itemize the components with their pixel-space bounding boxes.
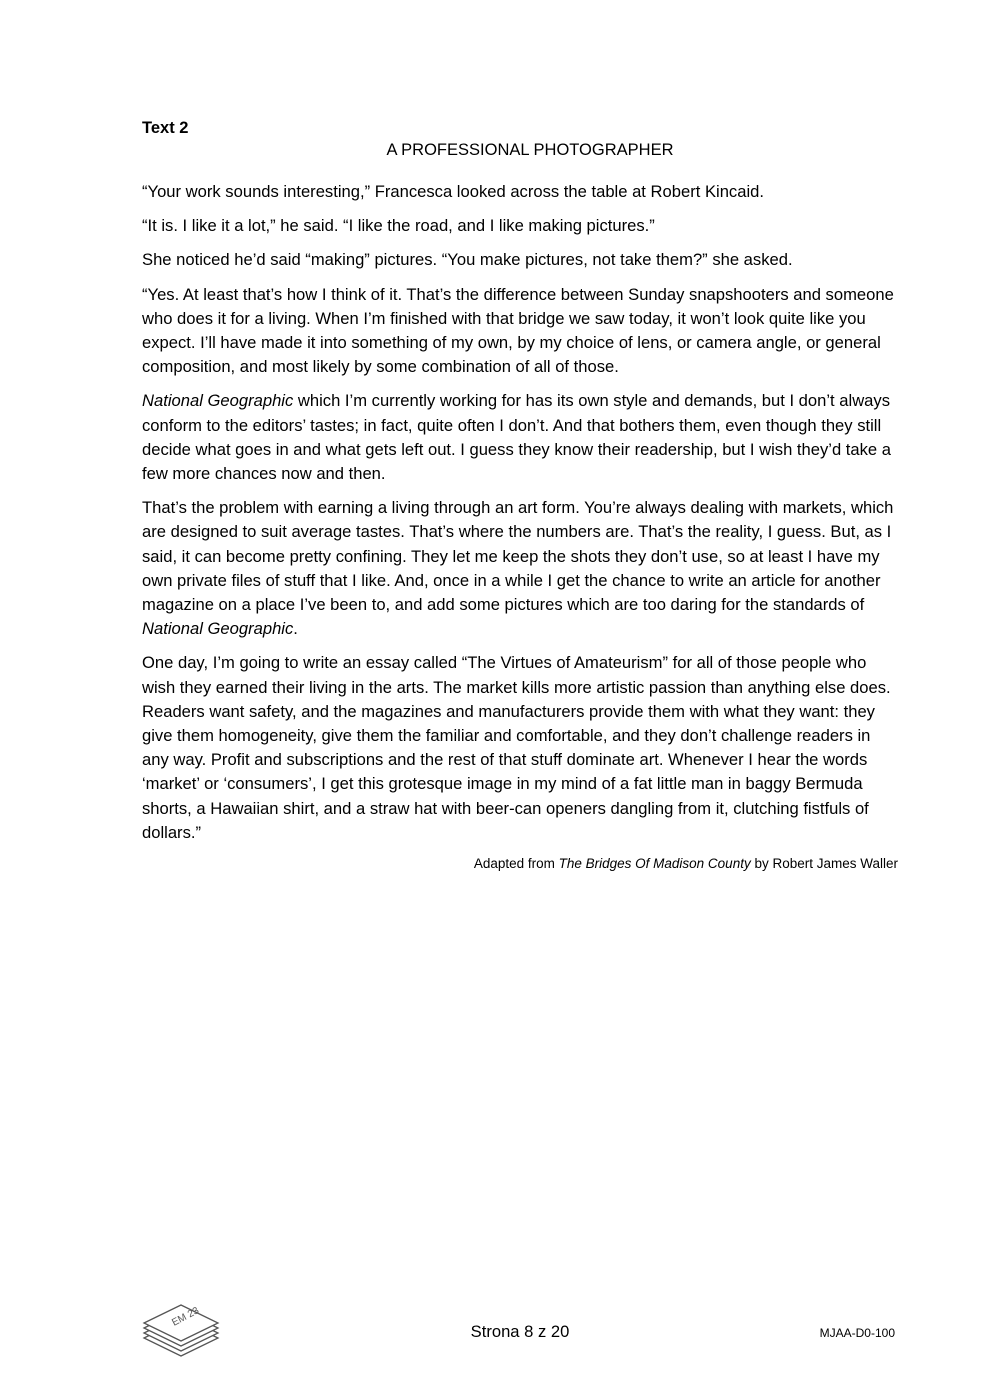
svg-text:EM 23: EM 23 — [170, 1305, 201, 1329]
paragraph-text: “Yes. At least that’s how I think of it. That’s the difference between Sunday snapshooters and someone who does it for a living. When I’m finished with that bridge we saw today, it won’t look quite like you expect. I’ll have made it into something of my own, by my choice of lens, or camera angle, or general composition, and most likely by some combination of all of those. — [142, 284, 894, 377]
magazine-title: National Geographic — [142, 619, 294, 639]
book-title: The Bridges Of Madison County — [558, 856, 751, 872]
paragraph-4 — [142, 283, 898, 380]
paragraph-text: One day, I’m going to write an essay called “The Virtues of Amateurism” for all of those people who wish they earned their living in the arts. The market kills more artistic passion than anything else does. Readers want safety, and the magazines and manufacturers provide them with what they want: they give them homogeneity, give them the familiar and comfortable, and they don’t challenge readers in any way. Profit and subscriptions and the rest of that stuff dominate art. Whenever I hear the words ‘market’ or ‘consumers’, I get this grotesque image in my mind of a fat little man in baggy Bermuda shorts, a Hawaiian shirt, and a straw hat with beer-can openers dangling from it, clutching fistfuls of dollars.” — [142, 653, 891, 842]
paragraph-5 — [142, 389, 898, 486]
paragraph-text: “Your work sounds interesting,” Francesca looked across the table at Robert Kincaid. — [142, 182, 764, 201]
paragraph-text: She noticed he’d said “making” pictures. “You make pictures, not take them?” she asked. — [142, 250, 793, 270]
paragraph-1 — [142, 180, 898, 204]
source-prefix: Adapted from — [473, 856, 559, 872]
paragraph-2 — [142, 214, 898, 238]
paragraph-text: “It is. I like it a lot,” he said. “I like the road, and I like making pictures.” — [142, 216, 655, 236]
paragraph-text: That’s the problem with earning a living through an art form. You’re always dealing with markets, which are designed to suit average tastes. That’s where the numbers are. That’s the reality, I guess. But, as I said, it can become pretty confining. They let me keep the shots they don’t use, so at least I have my own private files of stuff that I like. And, once in a while I get the chance to write an article for another magazine on a place I’ve been to, and add some pictures which are too daring for the standards of — [142, 498, 894, 615]
text-label: Text 2 — [142, 119, 189, 137]
source-attribution — [142, 855, 898, 873]
paragraph-7 — [142, 651, 898, 845]
exam-code: MJAA-D0-100 — [819, 1326, 895, 1340]
paragraph-3 — [142, 248, 898, 272]
text-title: A PROFESSIONAL PHOTOGRAPHER — [386, 141, 674, 159]
page-footer — [0, 1300, 990, 1370]
document-body — [142, 118, 898, 873]
source-suffix: by Robert James Waller — [750, 856, 898, 872]
paragraph-tail: . — [293, 619, 298, 639]
magazine-title: National Geographic — [142, 391, 294, 411]
paragraph-6 — [142, 496, 898, 641]
paragraph-text: which I’m currently working for has its own style and demands, but I don’t always conform to the editors’ tastes; in fact, quite often I don’t. And that bothers them, even though they still decide what goes in and what gets left out. I guess they know their readership, but I wish they’d take a few more chances now and then. — [142, 391, 892, 484]
page-number: Strona 8 z 20 — [470, 1322, 570, 1341]
